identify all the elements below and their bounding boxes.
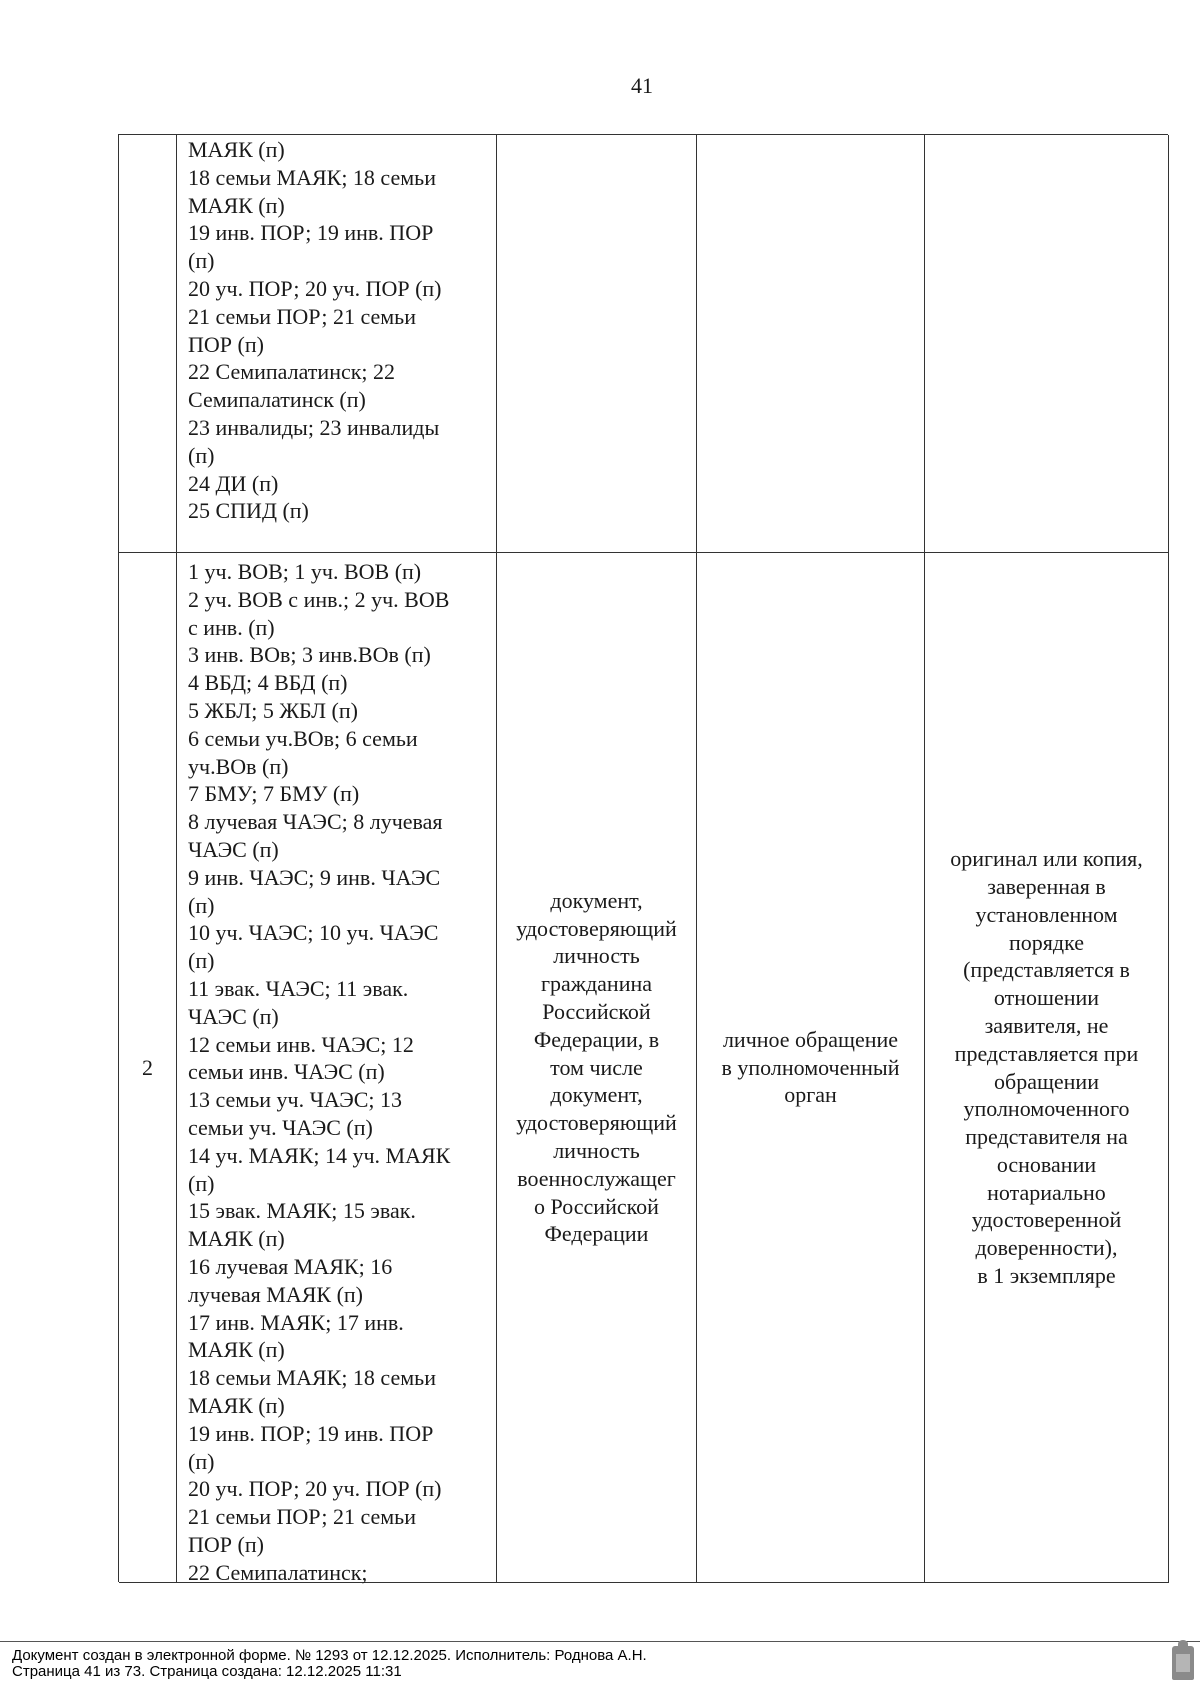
list-item: (п) [188,892,215,918]
list-item: 19 инв. ПОР; 19 инв. ПОР [188,1420,434,1446]
list-item: 5 ЖБЛ; 5 ЖБЛ (п) [188,697,358,723]
list-item: 9 инв. ЧАЭС; 9 инв. ЧАЭС [188,864,441,890]
text-line: в 1 экземпляре [977,1263,1116,1289]
list-item: 16 лучевая МАЯК; 16 [188,1253,393,1279]
list-item: семьи уч. ЧАЭС (п) [188,1114,373,1140]
list-item: с инв. (п) [188,614,275,640]
list-item: 10 уч. ЧАЭС; 10 уч. ЧАЭС [188,920,439,946]
list-item: ЧАЭС (п) [188,836,279,862]
text-line: нотариально [987,1179,1106,1205]
text-line: установленном [975,901,1118,927]
text-line: заверенная в [987,873,1106,899]
row-number-cell [119,135,177,553]
list-item: 21 семьи ПОР; 21 семьи [188,303,416,329]
list-item: 20 уч. ПОР; 20 уч. ПОР (п) [188,1476,442,1502]
method-text [722,1026,900,1109]
list-item: 6 семьи уч.ВОв; 6 семьи [188,725,418,751]
list-item: (п) [188,948,215,974]
list-item: 1 уч. ВОВ; 1 уч. ВОВ (п) [188,559,422,584]
list-item: 18 семьи МАЯК; 18 семьи [188,164,436,190]
list-item: 8 лучевая ЧАЭС; 8 лучевая [188,809,443,835]
document-cell [497,135,697,553]
text-line: о Российской [534,1193,659,1219]
text-line: гражданина [540,971,652,997]
text-line: Федерации [544,1221,649,1247]
row-number-cell [119,553,177,1583]
text-line: представителя на [965,1124,1128,1150]
footer-line-2: Страница 41 из 73. Страница создана: 12.12.2025 11:31 [12,1663,402,1680]
categories-list [177,135,496,525]
list-item: 19 инв. ПОР; 19 инв. ПОР [188,220,434,246]
text-line: личность [553,1137,640,1163]
text-line: представляется при [954,1040,1139,1066]
text-line: военнослужащег [517,1165,676,1191]
text-line: Федерации, в [533,1026,660,1052]
list-item: 22 Семипалатинск; [188,1559,368,1585]
text-line: отношении [993,985,1100,1011]
list-item: (п) [188,248,215,274]
list-item: 7 БМУ; 7 БМУ (п) [188,781,360,807]
text-line: удостоверяющий [516,915,677,941]
footer-line-1: Документ создан в электронной форме. № 1293 от 12.12.2025. Исполнитель: Роднова А.Н. [12,1647,647,1664]
list-item: Семипалатинск (п) [188,387,366,413]
text-line: орган [784,1082,837,1108]
list-item: 11 эвак. ЧАЭС; 11 эвак. [188,975,409,1001]
requirements-cell [925,553,1169,1583]
text-line: оригинал или копия, [950,846,1143,872]
list-item: 22 Семипалатинск; 22 [188,359,396,385]
list-item: 25 СПИД (п) [188,498,309,524]
row-number: 2 [142,1054,153,1080]
text-line: заявителя, не [984,1012,1109,1038]
requirements-cell [925,135,1169,553]
document-cell [497,553,697,1583]
list-item: (п) [188,1448,215,1474]
document-text [516,887,677,1248]
list-item: (п) [188,1170,215,1196]
text-line: доверенности), [975,1235,1118,1261]
text-line: в уполномоченный [721,1054,900,1080]
list-item: 4 ВБД; 4 ВБД (п) [188,670,348,696]
seal-icon [1172,1646,1194,1680]
list-item: 23 инвалиды; 23 инвалиды [188,414,440,440]
categories-list [177,553,496,1586]
categories-cell [177,553,497,1583]
list-item: 14 уч. МАЯК; 14 уч. МАЯК [188,1142,451,1168]
text-line: удостоверенной [971,1207,1122,1233]
list-item: 15 эвак. МАЯК; 15 эвак. [188,1198,416,1224]
documents-table [118,134,1168,1585]
list-item: (п) [188,442,215,468]
method-cell [697,135,925,553]
categories-cell [177,135,497,553]
page-number: 41 [631,73,653,98]
footer [12,1648,647,1680]
text-line: документ, [550,1082,643,1108]
list-item: 18 семьи МАЯК; 18 семьи [188,1365,436,1391]
text-line: удостоверяющий [516,1110,677,1136]
list-item: 2 уч. ВОВ с инв.; 2 уч. ВОВ [188,586,450,612]
list-item: 24 ДИ (п) [188,470,279,496]
method-cell [697,553,925,1583]
list-item: 12 семьи инв. ЧАЭС; 12 [188,1031,414,1057]
table-row [119,553,1169,1583]
list-item: ЧАЭС (п) [188,1003,279,1029]
text-line: основании [996,1151,1097,1177]
list-item: ПОР (п) [188,1531,264,1557]
footer-divider [0,1641,1200,1642]
list-item: лучевая МАЯК (п) [188,1281,364,1307]
list-item: 3 инв. ВОв; 3 инв.ВОв (п) [188,642,431,668]
list-item: ПОР (п) [188,331,264,357]
list-item: МАЯК (п) [188,192,285,218]
text-line: уполномоченного [963,1096,1130,1122]
list-item: семьи инв. ЧАЭС (п) [188,1059,385,1085]
table-row [119,135,1169,553]
text-line: порядке [1008,929,1084,955]
text-line: личное обращение [722,1026,899,1052]
list-item: 17 инв. МАЯК; 17 инв. [188,1309,404,1335]
text-line: обращении [994,1068,1099,1094]
requirements-text [950,845,1143,1290]
list-item: МАЯК (п) [188,1226,285,1252]
list-item: 13 семьи уч. ЧАЭС; 13 [188,1087,403,1113]
list-item: 20 уч. ПОР; 20 уч. ПОР (п) [188,275,442,301]
text-line: Российской [542,999,651,1024]
text-line: (представляется в [963,957,1130,983]
text-line: документ, [550,887,643,913]
text-line: том числе [550,1054,643,1080]
list-item: МАЯК (п) [188,1337,285,1363]
list-item: МАЯК (п) [188,137,285,162]
list-item: МАЯК (п) [188,1392,285,1418]
text-line: личность [553,943,640,969]
list-item: 21 семьи ПОР; 21 семьи [188,1504,416,1530]
list-item: уч.ВОв (п) [188,753,289,779]
